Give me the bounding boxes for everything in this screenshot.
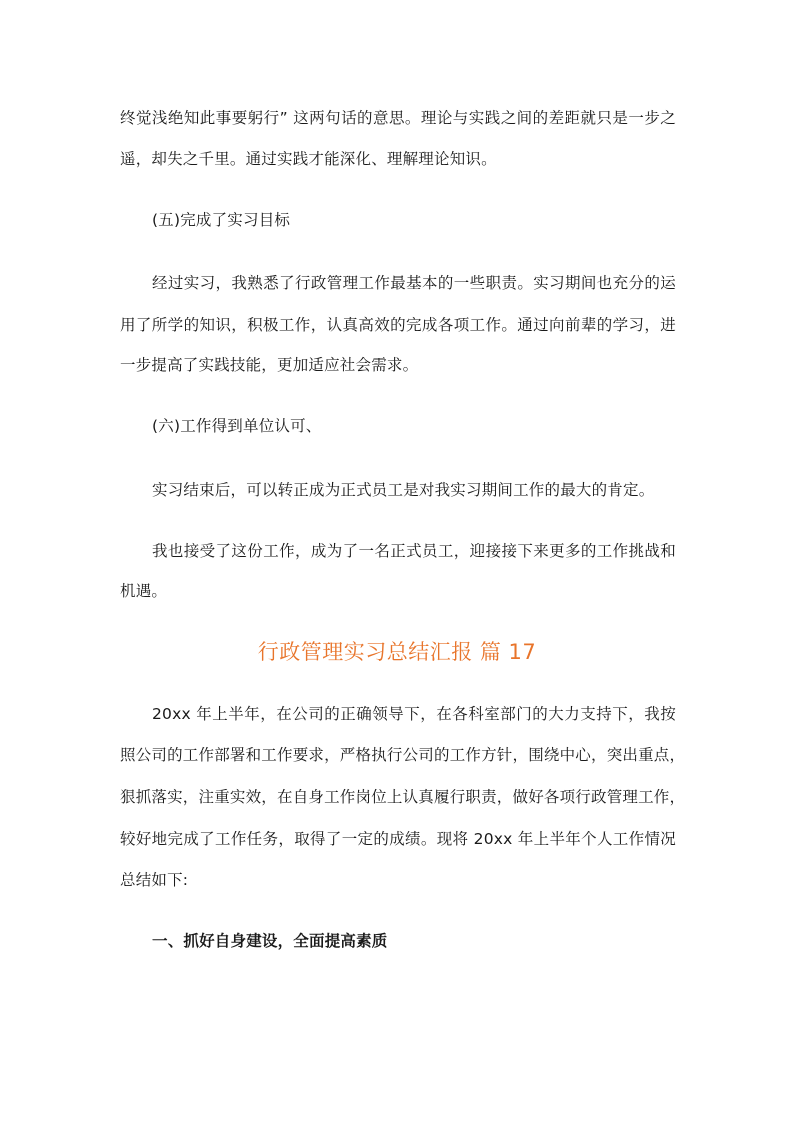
paragraph-line: 狠抓落实，注重实效，在自身工作岗位上认真履行职责，做好各项行政管理工作， bbox=[120, 788, 686, 806]
paragraph-line: 我也接受了这份工作，成为了一名正式员工，迎接接下来更多的工作挑战和 bbox=[152, 542, 676, 560]
paragraph-line: 总结如下: bbox=[120, 871, 189, 889]
paragraph-line: 照公司的工作部署和工作要求，严格执行公司的工作方针，围绕中心，突出重点， bbox=[120, 746, 686, 764]
section-subheading: 一、抓好自身建设，全面提高素质 bbox=[152, 932, 388, 950]
paragraph-line: 用了所学的知识，积极工作，认真高效的完成各项工作。通过向前辈的学习，进 bbox=[120, 316, 676, 334]
section-title: 行政管理实习总结汇报 篇 17 bbox=[257, 640, 537, 664]
paragraph-line: 经过实习，我熟悉了行政管理工作最基本的一些职责。实习期间也充分的运 bbox=[152, 274, 676, 292]
subsection-heading: (六)工作得到单位认可、 bbox=[152, 417, 322, 435]
paragraph-line: 实习结束后，可以转正成为正式员工是对我实习期间工作的最大的肯定。 bbox=[152, 481, 655, 499]
paragraph-line: 机遇。 bbox=[120, 582, 168, 600]
paragraph-line: 终觉浅绝知此事要躬行” 这两句话的意思。理论与实践之间的差距就只是一步之 bbox=[120, 109, 676, 127]
subsection-heading: (五)完成了实习目标 bbox=[152, 211, 291, 229]
paragraph-line: 一步提高了实践技能，更加适应社会需求。 bbox=[120, 356, 419, 374]
paragraph-line: 较好地完成了工作任务，取得了一定的成绩。现将 20xx 年上半年个人工作情况 bbox=[120, 830, 676, 848]
paragraph-line: 遥，却失之千里。通过实践才能深化、理解理论知识。 bbox=[120, 150, 497, 168]
paragraph-line: 20xx 年上半年，在公司的正确领导下，在各科室部门的大力支持下，我按 bbox=[152, 705, 676, 723]
